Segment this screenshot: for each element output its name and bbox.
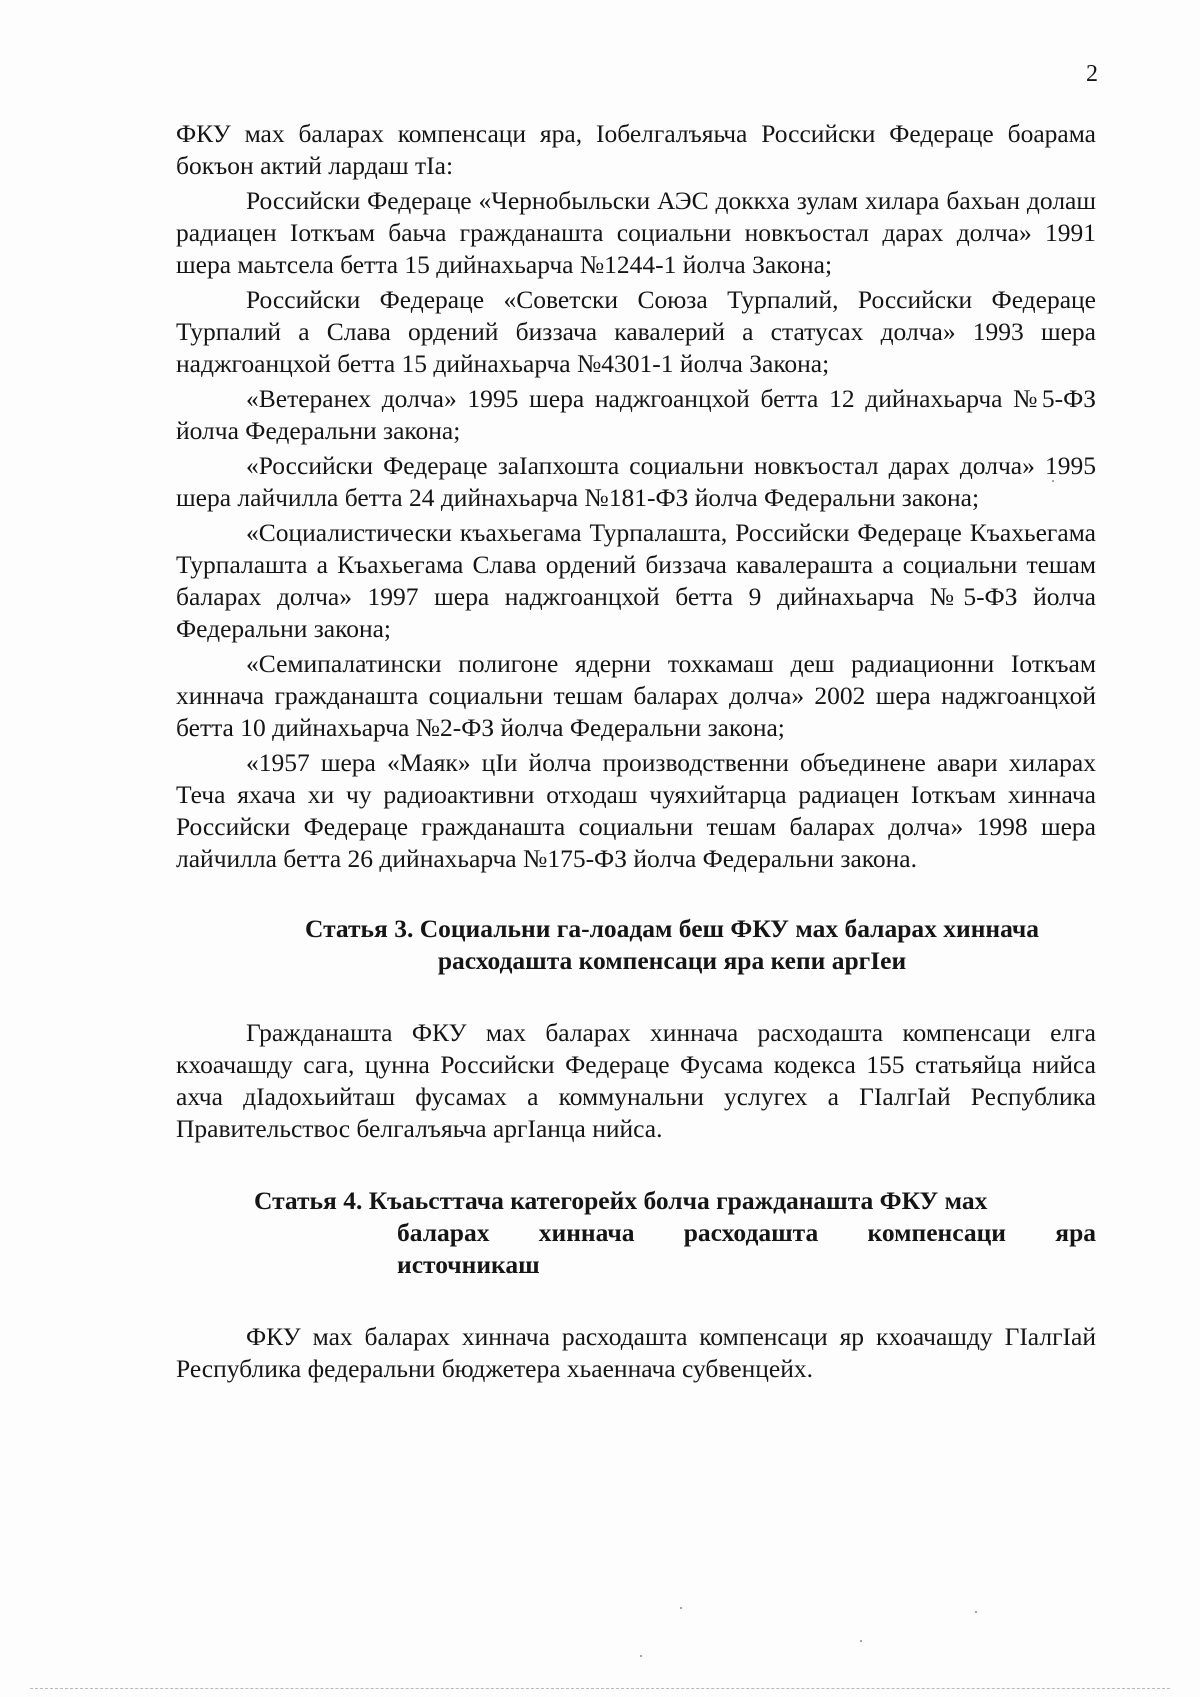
paragraph-law-mayak: «1957 шера «Маяк» цІи йолча производственни объединене авари хиларах Теча яхача хи чу радиоактивни отходаш чуяхийтарца радиацен Іоткъам хиннача Российски Федераце гражданашта социальни тешам баларах долча» 1998 шера лайчилла бетта 26 дийнахьарча №175-ФЗ йолча Федеральни закона. [176, 748, 1096, 873]
paragraph-law-labour-heroes: «Социалистически къахьегама Турпалашта, Российски Федераце Къахьегама Турпалашта а Къахьегама Слава ордений биззача кавалерашта а социальни тешам баларах долча» 1997 шера наджгоанцхой бетта 9 дийнахьарча №5-ФЗ йолча Федеральни закона; [176, 518, 1096, 643]
document-body [176, 118, 1096, 1385]
paragraph-intro: ФКУ мах баларах компенсаци яра, Іобелгалъяьча Российски Федераце боарама бокъон актий лардаш тІа: [176, 119, 1096, 180]
paragraph-law-semipalatinsk: «Семипалатински полигоне ядерни тохкамаш деш радиационни Іоткъам хиннача гражданашта социальни тешам баларах долча» 2002 шера наджгоанцхой бетта 10 дийнахьарча №2-ФЗ йолча Федеральни закона; [176, 649, 1096, 742]
article-4-heading [176, 1185, 1096, 1281]
article-4-heading-line1: Статья 4. Къаьсттача категорейх болча гражданашта ФКУ мах [254, 1186, 988, 1215]
scan-speck [640, 1655, 642, 1657]
page-number: 2 [1086, 61, 1098, 87]
article-3-heading-line2: расходашта компенсаци яра кепи аргІеи [437, 946, 907, 975]
article-3-body: Гражданашта ФКУ мах баларах хиннача расходашта компенсаци елга кхоачашду сага, цунна Российски Федераце Фусама кодекса 155 статьяйца нийса ахча дІадохьийташ фусамах а коммунальни услугех а ГІалгІай Республика Правительствос белгалъяьча аргІанца нийса. [176, 1018, 1096, 1143]
paragraph-law-heroes: Российски Федераце «Советски Союза Турпалий, Российски Федераце Турпалий а Слава ордений биззача кавалерий а статусах долча» 1993 шера наджгоанцхой бетта 15 дийнахьарча №4301-1 йолча Закона; [176, 285, 1096, 378]
paragraph-law-disabled: «Российски Федераце заІапхошта социальни новкъостал дарах долча» 1995 шера лайчилла бетта 24 дийнахьарча №181-ФЗ йолча Федеральни закона; [176, 451, 1096, 512]
article-4-heading-line3: источникаш [397, 1250, 540, 1279]
article-3-heading [176, 913, 1096, 977]
paragraph-law-chernobyl: Российски Федераце «Чернобыльски АЭС доккха зулам хилара бахьан долаш радиацен Іоткъам баьча гражданашта социальни новкъостал дарах долча» 1991 шера маьтсела бетта 15 дийнахьарча №1244-1 йолча Закона; [176, 186, 1096, 279]
scan-speck [680, 1607, 682, 1609]
scan-speck [860, 1640, 862, 1642]
article-4-body: ФКУ мах баларах хиннача расходашта компенсаци яр кхоачашду ГІалгІай Республика федеральни бюджетера хьаеннача субвенцейх. [176, 1322, 1096, 1383]
article-3-heading-line1: Статья 3. Социальни га-лоадам беш ФКУ мах баларах хиннача [305, 914, 1039, 943]
paragraph-law-veterans: «Ветеранех долча» 1995 шера наджгоанцхой бетта 12 дийнахьарча №5-ФЗ йолча Федеральни закона; [176, 384, 1096, 445]
scan-bottom-edge [30, 1688, 1170, 1689]
scan-speck [1052, 480, 1054, 482]
article-4-heading-line2: баларах хиннача расходашта компенсаци яра [397, 1218, 1096, 1247]
scan-speck [975, 1611, 977, 1613]
